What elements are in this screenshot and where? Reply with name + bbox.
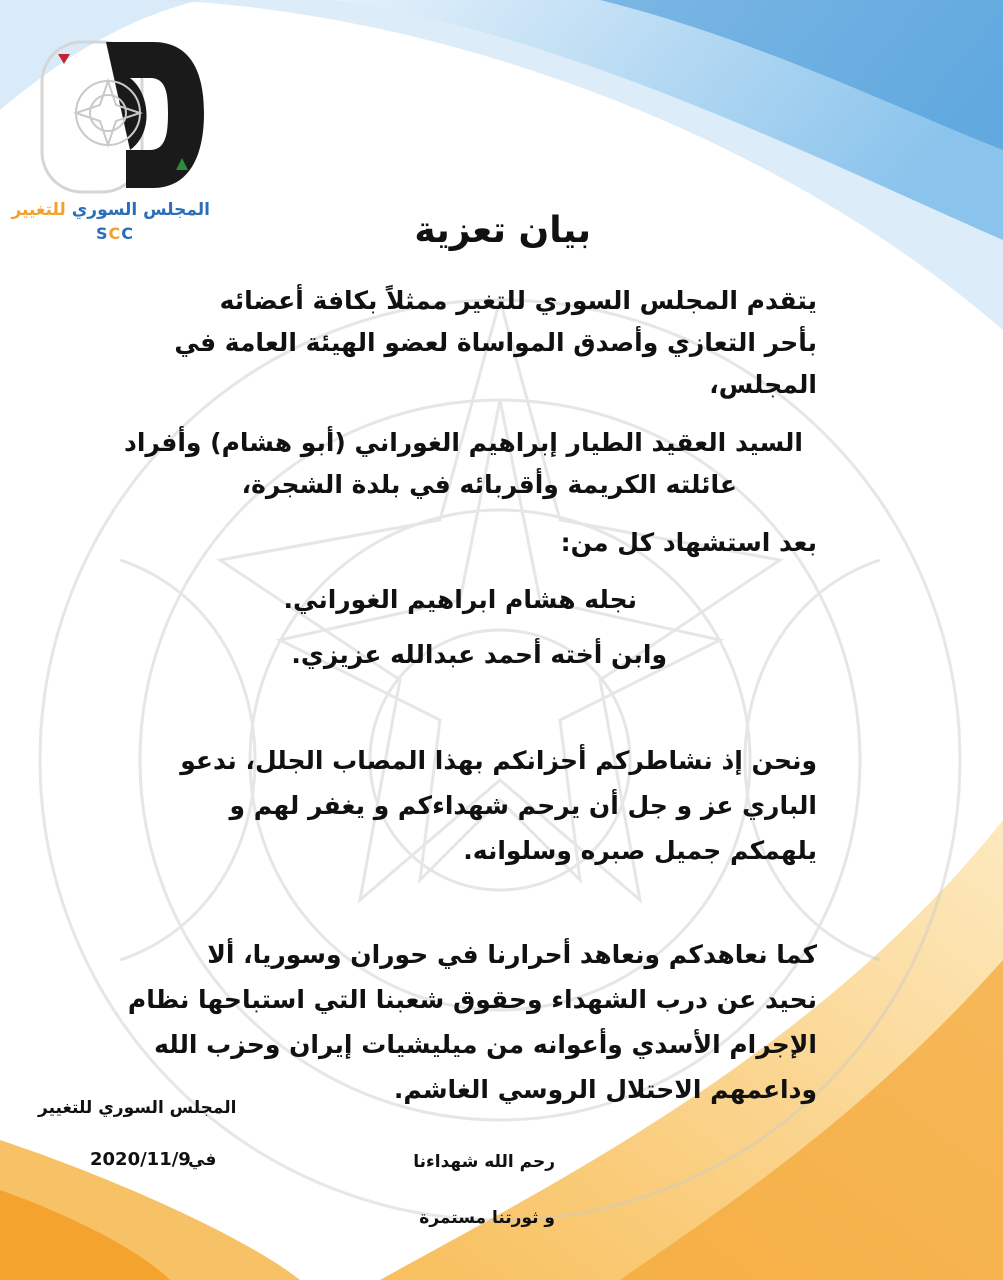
signature-date-prefix: في	[188, 1150, 217, 1170]
signature-organization: المجلس السوري للتغيير	[38, 1098, 237, 1118]
page-title: بيان تعزية	[414, 210, 591, 251]
pledge-line-1: كما نعاهدكم ونعاهد أحرارنا في حوران وسوريا، ألا	[207, 940, 817, 969]
condolence-line-1: ونحن إذ نشاطركم أحزانكم بهذا المصاب الجلل، ندعو	[180, 746, 817, 775]
intro-line-2: بأحر التعازي وأصدق المواساة لعضو الهيئة العامة في	[174, 328, 817, 357]
person-line-1: السيد العقيد الطيار إبراهيم الغوراني (أبو هشام) وأفراد	[124, 428, 803, 457]
signature-date: 2020/11/9	[90, 1149, 191, 1170]
martyr-2: وابن أخته أحمد عبدالله عزيزي.	[291, 640, 667, 669]
martyrdom-intro: بعد استشهاد كل من:	[560, 528, 817, 557]
pledge-line-4: وداعمهم الاحتلال الروسي الغاشم.	[393, 1075, 817, 1104]
pledge-line-3: الإجرام الأسدي وأعوانه من ميليشيات إيران وحزب الله	[154, 1030, 817, 1059]
closing-line-1: رحم الله شهداءنا	[413, 1152, 555, 1172]
intro-line-3: المجلس،	[709, 370, 817, 399]
logo-arabic-name: المجلس السوري للتغيير	[11, 200, 210, 220]
closing-line-2: و ثورتنا مستمرة	[419, 1208, 555, 1228]
person-line-2: عائلته الكريمة وأقربائه في بلدة الشجرة،	[241, 470, 737, 499]
logo-abbreviation: SCC	[96, 224, 135, 243]
pledge-line-2: نحيد عن درب الشهداء وحقوق شعبنا التي استباحها نظام	[127, 985, 817, 1014]
martyr-1: نجله هشام ابراهيم الغوراني.	[283, 585, 637, 614]
intro-line-1: يتقدم المجلس السوري للتغير ممثلاً بكافة أعضائه	[219, 286, 817, 315]
condolence-line-2: الباري عز و جل أن يرحم شهداءكم و يغفر لهم و	[229, 791, 817, 820]
condolence-line-3: يلهمكم جميل صبره وسلوانه.	[463, 836, 817, 865]
